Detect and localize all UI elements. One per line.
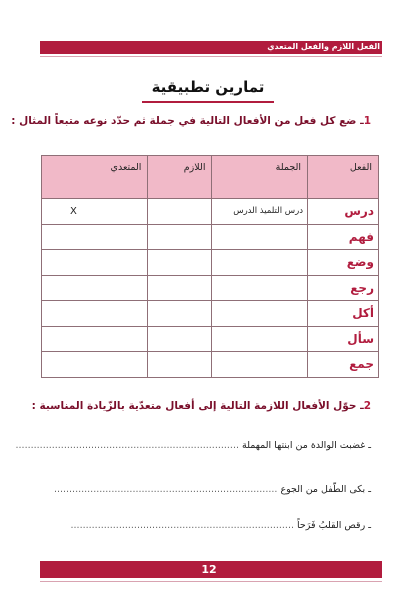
sentence-cell[interactable] — [212, 352, 308, 378]
answer-dots: .......................................................................... — [70, 520, 294, 531]
transitive-cell[interactable] — [42, 301, 148, 327]
sentence-cell[interactable] — [212, 301, 308, 327]
header-divider — [40, 56, 382, 57]
exercise1-text: ـ ضع كل فعل من الأفعال التالية في جملة ثم حدّد نوعه متبعاً المثال : — [11, 115, 364, 127]
transitive-cell[interactable] — [42, 250, 148, 276]
column-header-sentence: الجملة — [212, 156, 308, 199]
page-number: 12 — [201, 563, 217, 576]
verb-cell: رجع — [308, 275, 379, 301]
transitive-cell[interactable]: X — [42, 199, 148, 225]
verb-cell: أكل — [308, 301, 379, 327]
exercise2-item-text: ـ رقص القلبُ فَرَحاً — [297, 520, 371, 531]
transitive-cell[interactable] — [42, 275, 148, 301]
sentence-cell[interactable] — [212, 250, 308, 276]
exercise2-number: 2 — [363, 400, 371, 412]
exercise2-item-text: ـ بكى الطّفل من الجوع — [280, 484, 371, 495]
verb-cell: فهم — [308, 224, 379, 250]
table-row — [42, 275, 379, 301]
table-row — [42, 326, 379, 352]
exercise2-item[interactable] — [15, 440, 371, 451]
footer-divider — [40, 581, 382, 582]
exercise2-item-text: ـ غضبت الوالدة من ابنتها المهملة — [242, 440, 371, 451]
exercise1-number: 1 — [363, 115, 371, 127]
sentence-cell[interactable]: درس التلميذ الدرس — [212, 199, 308, 225]
verb-cell: جمع — [308, 352, 379, 378]
verb-cell: سأل — [308, 326, 379, 352]
sentence-cell[interactable] — [212, 224, 308, 250]
exercise2-text: ـ حوّل الأفعال اللازمة التالية إلى أفعال متعدّية بالزّيادة المناسبة : — [31, 400, 364, 412]
chapter-title: الفعل اللازم والفعل المتعدي — [267, 42, 380, 51]
intransitive-cell[interactable] — [148, 301, 212, 327]
column-header-intransitive: اللازم — [148, 156, 212, 199]
table-row — [42, 199, 379, 225]
answer-dots: .......................................................................... — [53, 484, 278, 495]
intransitive-cell[interactable] — [148, 199, 212, 225]
title-underline — [142, 101, 274, 103]
exercise1-instruction — [11, 115, 371, 127]
table-header-row — [42, 156, 379, 199]
column-header-transitive: المتعدي — [42, 156, 148, 199]
column-header-verb: الفعل — [308, 156, 379, 199]
answer-dots: .......................................................................... — [15, 440, 239, 451]
table-row — [42, 250, 379, 276]
transitive-cell[interactable] — [42, 326, 148, 352]
sentence-cell[interactable] — [212, 326, 308, 352]
intransitive-cell[interactable] — [148, 326, 212, 352]
page-title: تمارين تطبيقية — [151, 78, 265, 96]
exercise2-item[interactable] — [48, 520, 371, 531]
verbs-table — [41, 155, 379, 378]
exercise2-item[interactable] — [48, 484, 371, 495]
transitive-cell[interactable] — [42, 352, 148, 378]
verb-cell: وضع — [308, 250, 379, 276]
table-row — [42, 224, 379, 250]
table-row — [42, 301, 379, 327]
table-row — [42, 352, 379, 378]
exercise2-instruction — [32, 400, 371, 412]
intransitive-cell[interactable] — [148, 352, 212, 378]
sentence-cell[interactable] — [212, 275, 308, 301]
transitive-cell[interactable] — [42, 224, 148, 250]
intransitive-cell[interactable] — [148, 224, 212, 250]
intransitive-cell[interactable] — [148, 275, 212, 301]
verb-cell: درس — [308, 199, 379, 225]
intransitive-cell[interactable] — [148, 250, 212, 276]
